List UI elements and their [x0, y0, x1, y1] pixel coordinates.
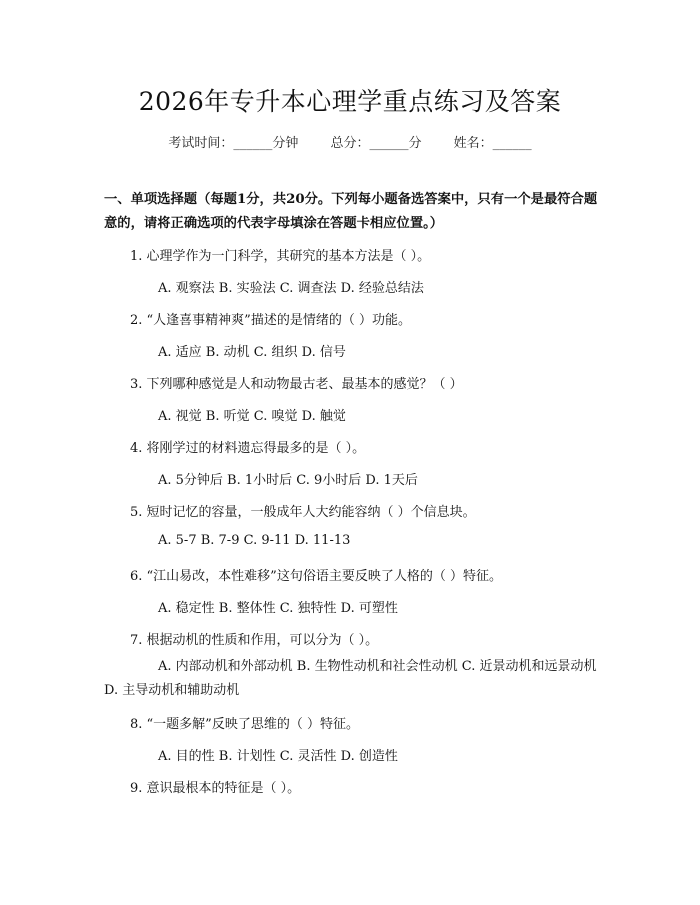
question-4: 4. 将刚学过的材料遗忘得最多的是（ ）。 [130, 441, 366, 456]
question-2: 2. “人逢喜事精神爽”描述的是情绪的（ ）功能。 [130, 313, 411, 328]
question-7-options [104, 655, 606, 703]
question-2-options: A. 适应 B. 动机 C. 组织 D. 信号 [158, 345, 346, 360]
question-8-options: A. 目的性 B. 计划性 C. 灵活性 D. 创造性 [158, 749, 398, 764]
question-3: 3. 下列哪种感觉是人和动物最古老、最基本的感觉？（ ） [130, 377, 463, 392]
exam-score: 总分：______分 [330, 136, 422, 151]
question-5-options: A. 5-7 B. 7-9 C. 9-11 D. 11-13 [158, 533, 351, 548]
section-heading: 一、单项选择题（每题1分，共20分。下列每小题备选答案中，只有一个是最符合题意的，请将正确选项的代表字母填涂在答题卡相应位置。） [104, 192, 598, 231]
question-1: 1. 心理学作为一门科学，其研究的基本方法是（ ）。 [130, 249, 431, 264]
question-3-options: A. 视觉 B. 听觉 C. 嗅觉 D. 触觉 [158, 409, 346, 424]
question-4-options: A. 5分钟后 B. 1小时后 C. 9小时后 D. 1天后 [158, 473, 418, 488]
exam-time: 考试时间：______分钟 [168, 136, 299, 151]
question-5: 5. 短时记忆的容量，一般成年人大约能容纳（ ）个信息块。 [130, 505, 476, 520]
question-1-options: A. 观察法 B. 实验法 C. 调查法 D. 经验总结法 [158, 281, 424, 296]
question-7: 7. 根据动机的性质和作用，可以分为（ ）。 [130, 633, 379, 648]
question-6: 6. “江山易改，本性难移”这句俗语主要反映了人格的（ ）特征。 [130, 569, 502, 584]
question-9: 9. 意识最根本的特征是（ ）。 [130, 781, 301, 796]
question-6-options: A. 稳定性 B. 整体性 C. 独特性 D. 可塑性 [158, 601, 398, 616]
exam-meta [0, 132, 700, 151]
page-title: 2026年专升本心理学重点练习及答案 [138, 87, 562, 116]
exam-name: 姓名：______ [453, 136, 532, 151]
question-8: 8. “一题多解”反映了思维的（ ）特征。 [130, 717, 359, 732]
question-7-options-text: A. 内部动机和外部动机 B. 生物性动机和社会性动机 C. 近景动机和远景动机 D. 主导动机和辅助动机 [104, 659, 597, 698]
